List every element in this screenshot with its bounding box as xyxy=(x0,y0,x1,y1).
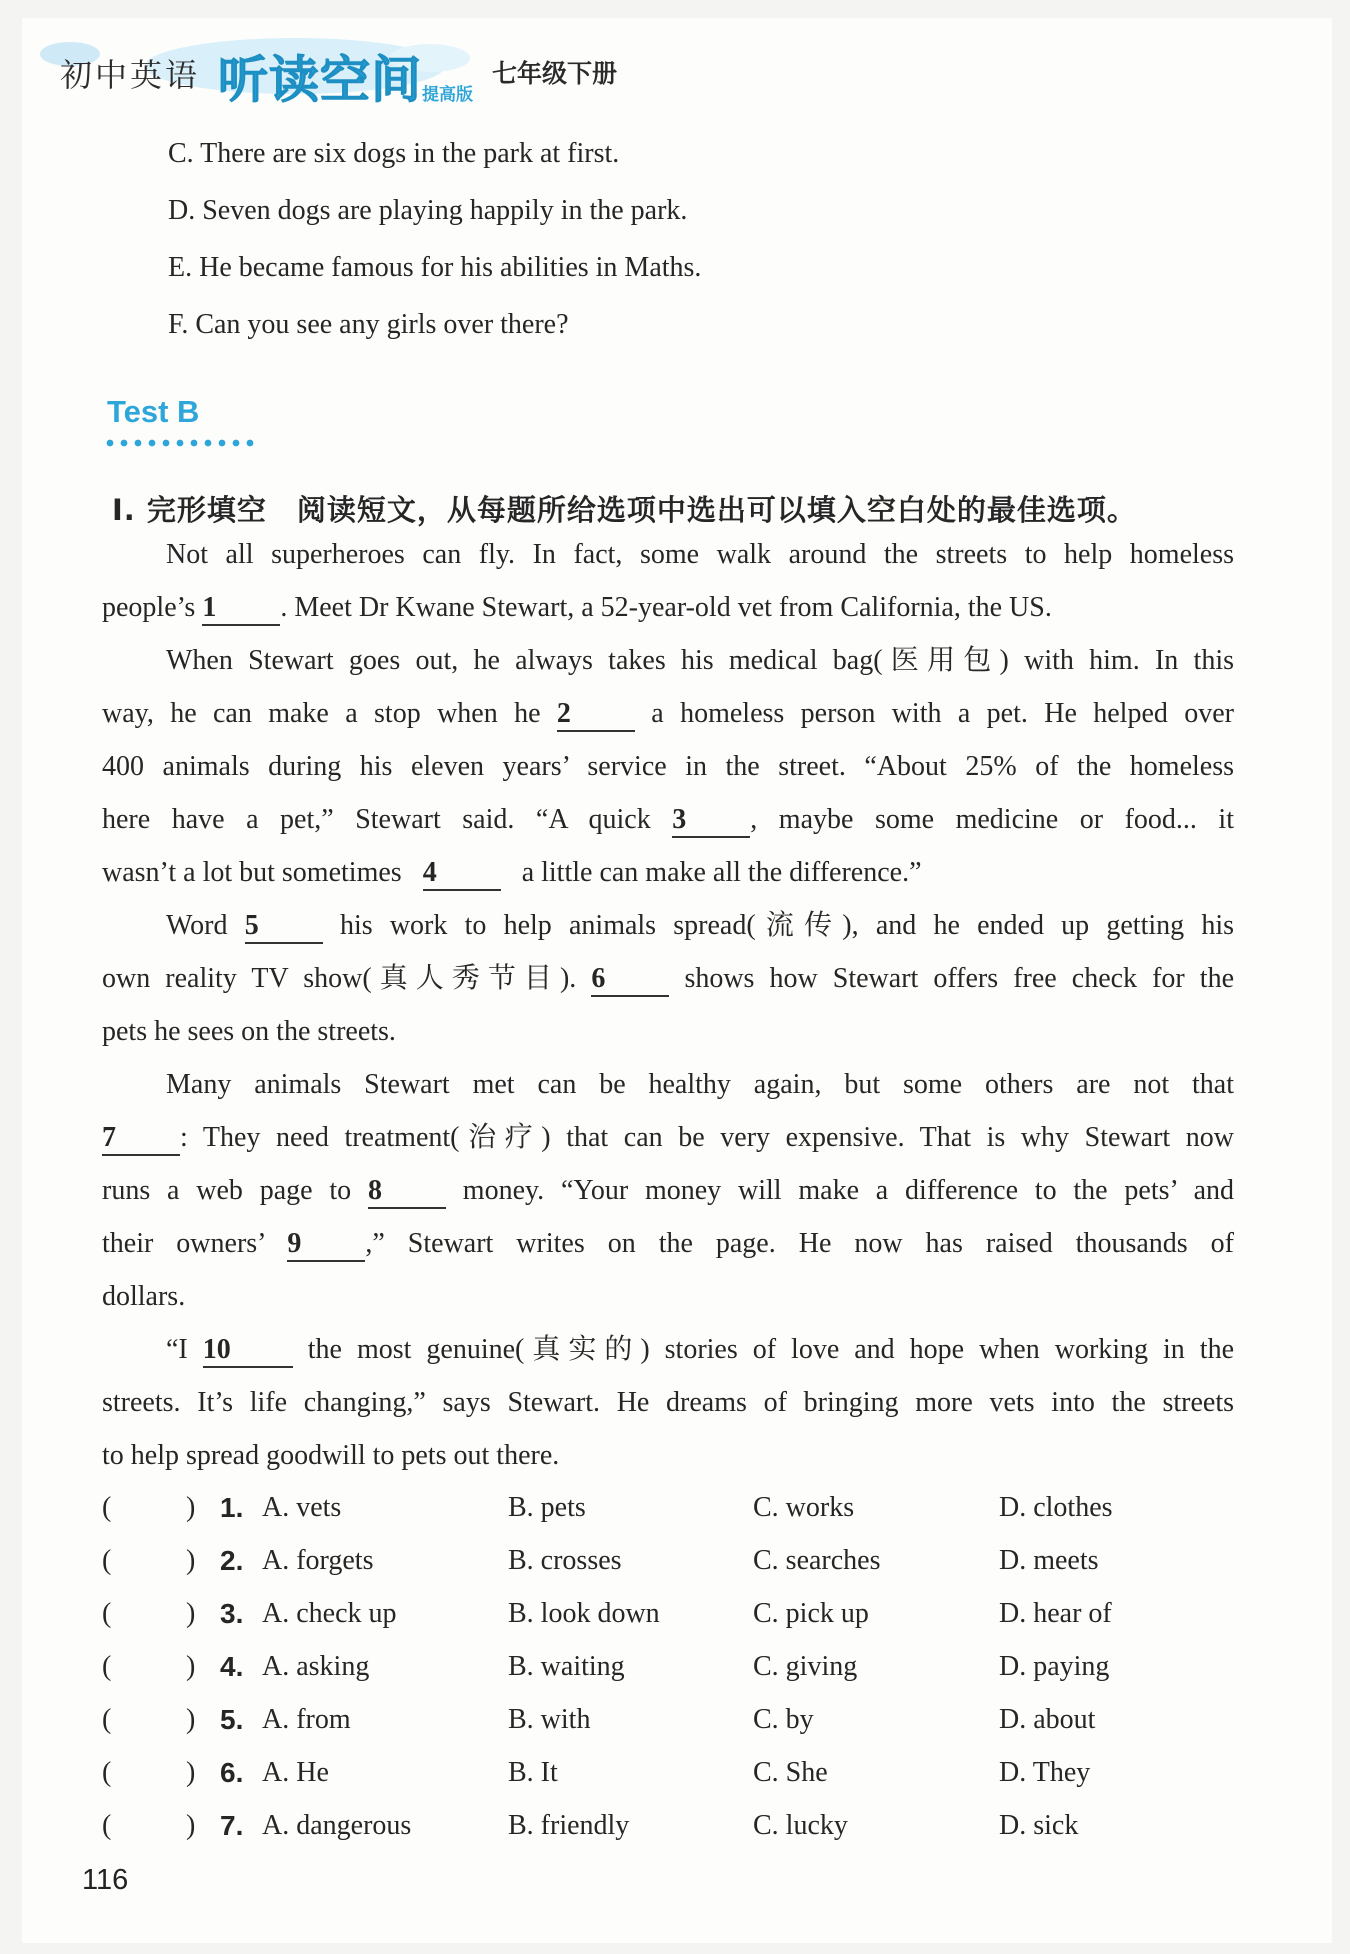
question-number: 5. xyxy=(220,1704,244,1735)
passage-line: Not all superheroes can fly. In fact, some walk around the streets to help homeless xyxy=(166,539,1234,570)
blank-9: 9 xyxy=(287,1230,365,1262)
prev-option-f: F. Can you see any girls over there? xyxy=(168,309,569,340)
option-b: B. look down xyxy=(508,1598,660,1629)
answer-paren-open: ( xyxy=(102,1704,112,1735)
passage-line: their owners’ 9 ,” Stewart writes on the page. He now has raised thousands of xyxy=(102,1230,1234,1262)
blank-1: 1 xyxy=(202,594,280,626)
dotted-underline xyxy=(106,439,286,447)
blank-10: 10 xyxy=(203,1336,293,1368)
answer-paren-open: ( xyxy=(102,1810,112,1841)
grade-label: 七年级下册 xyxy=(492,59,618,88)
prev-option-d: D. Seven dogs are playing happily in the park. xyxy=(168,195,688,226)
blank-2: 2 xyxy=(557,700,635,732)
question-row xyxy=(102,1757,1232,1793)
question-number: 2. xyxy=(220,1545,244,1576)
blank-8: 8 xyxy=(368,1177,446,1209)
question-row xyxy=(102,1492,1232,1528)
answer-paren-open: ( xyxy=(102,1492,112,1523)
option-a: A. forgets xyxy=(262,1545,374,1576)
option-d: D. hear of xyxy=(999,1598,1112,1629)
option-d: D. They xyxy=(999,1757,1091,1788)
blank-4: 4 xyxy=(423,859,501,891)
option-a: A. from xyxy=(262,1704,351,1735)
option-c: C. searches xyxy=(753,1545,881,1576)
passage-line: Many animals Stewart met can be healthy again, but some others are not that xyxy=(166,1069,1234,1100)
passage-line: dollars. xyxy=(102,1281,186,1312)
question-row xyxy=(102,1704,1232,1740)
option-a: A. asking xyxy=(262,1651,370,1682)
option-b: B. friendly xyxy=(508,1810,630,1841)
option-c: C. by xyxy=(753,1704,814,1735)
passage-line: way, he can make a stop when he 2 a homeless person with a pet. He helped over xyxy=(102,700,1234,732)
series-name-main: 听读空间 xyxy=(218,51,422,109)
blank-3: 3 xyxy=(672,806,750,838)
blank-5: 5 xyxy=(245,912,323,944)
option-a: A. vets xyxy=(262,1492,342,1523)
passage-line: When Stewart goes out, he always takes his medical bag(医用包) with him. In this xyxy=(166,645,1234,676)
answer-paren-open: ( xyxy=(102,1757,112,1788)
option-b: B. crosses xyxy=(508,1545,622,1576)
question-row xyxy=(102,1598,1232,1634)
question-number: 3. xyxy=(220,1598,244,1629)
option-b: B. pets xyxy=(508,1492,586,1523)
option-a: A. He xyxy=(262,1757,329,1788)
passage-line: runs a web page to 8 money. “Your money will make a difference to the pets’ and xyxy=(102,1177,1234,1209)
passage-line: “I 10 the most genuine(真实的) stories of love and hope when working in the xyxy=(166,1336,1234,1368)
option-a: A. dangerous xyxy=(262,1810,412,1841)
blank-7: 7 xyxy=(102,1124,180,1156)
blank-6: 6 xyxy=(591,965,669,997)
answer-paren-close: ) xyxy=(186,1651,196,1682)
option-a: A. check up xyxy=(262,1598,397,1629)
answer-paren-open: ( xyxy=(102,1598,112,1629)
passage-line: 7 : They need treatment(治疗) that can be very expensive. That is why Stewart now xyxy=(102,1124,1234,1156)
option-d: D. sick xyxy=(999,1810,1079,1841)
series-name-left: 初中英语 xyxy=(60,56,201,94)
answer-paren-close: ) xyxy=(186,1545,196,1576)
answer-paren-close: ) xyxy=(186,1810,196,1841)
passage-line: to help spread goodwill to pets out there. xyxy=(102,1440,560,1471)
question-number: 4. xyxy=(220,1651,244,1682)
edition-label: 提高版 xyxy=(422,85,473,105)
passage-line: people’s 1 . Meet Dr Kwane Stewart, a 52-year-old vet from California, the US. xyxy=(102,594,1234,626)
question-number: 7. xyxy=(220,1810,244,1841)
question-number: 6. xyxy=(220,1757,244,1788)
passage-line: here have a pet,” Stewart said. “A quick 3 , maybe some medicine or food... it xyxy=(102,806,1234,838)
option-d: D. about xyxy=(999,1704,1096,1735)
prev-option-e: E. He became famous for his abilities in Maths. xyxy=(168,252,702,283)
section-heading: Ⅰ. 完形填空 阅读短文，从每题所给选项中选出可以填入空白处的最佳选项。 xyxy=(112,493,1137,527)
question-number: 1. xyxy=(220,1492,244,1523)
passage-line: Word 5 his work to help animals spread(流传), and he ended up getting his xyxy=(166,912,1234,944)
answer-paren-open: ( xyxy=(102,1545,112,1576)
passage-line: own reality TV show(真人秀节目). 6 shows how Stewart offers free check for the xyxy=(102,965,1234,997)
option-b: B. with xyxy=(508,1704,591,1735)
option-c: C. giving xyxy=(753,1651,858,1682)
answer-paren-close: ) xyxy=(186,1492,196,1523)
passage-line: streets. It’s life changing,” says Stewart. He dreams of bringing more vets into the streets xyxy=(102,1387,1234,1418)
prev-option-c: C. There are six dogs in the park at first. xyxy=(168,138,620,169)
passage-line: 400 animals during his eleven years’ service in the street. “About 25% of the homeless xyxy=(102,751,1234,782)
test-title: Test B xyxy=(107,394,200,429)
option-c: C. lucky xyxy=(753,1810,848,1841)
answer-paren-open: ( xyxy=(102,1651,112,1682)
page-number: 116 xyxy=(82,1864,129,1896)
question-row xyxy=(102,1651,1232,1687)
option-c: C. pick up xyxy=(753,1598,869,1629)
option-b: B. It xyxy=(508,1757,558,1788)
question-row xyxy=(102,1810,1232,1846)
option-c: C. works xyxy=(753,1492,855,1523)
option-c: C. She xyxy=(753,1757,828,1788)
question-row xyxy=(102,1545,1232,1581)
answer-paren-close: ) xyxy=(186,1757,196,1788)
passage-line: wasn’t a lot but sometimes 4 a little can make all the difference.” xyxy=(102,859,1234,891)
option-d: D. clothes xyxy=(999,1492,1113,1523)
passage-line: pets he sees on the streets. xyxy=(102,1016,396,1047)
answer-paren-close: ) xyxy=(186,1598,196,1629)
option-d: D. paying xyxy=(999,1651,1110,1682)
option-b: B. waiting xyxy=(508,1651,625,1682)
answer-paren-close: ) xyxy=(186,1704,196,1735)
option-d: D. meets xyxy=(999,1545,1099,1576)
